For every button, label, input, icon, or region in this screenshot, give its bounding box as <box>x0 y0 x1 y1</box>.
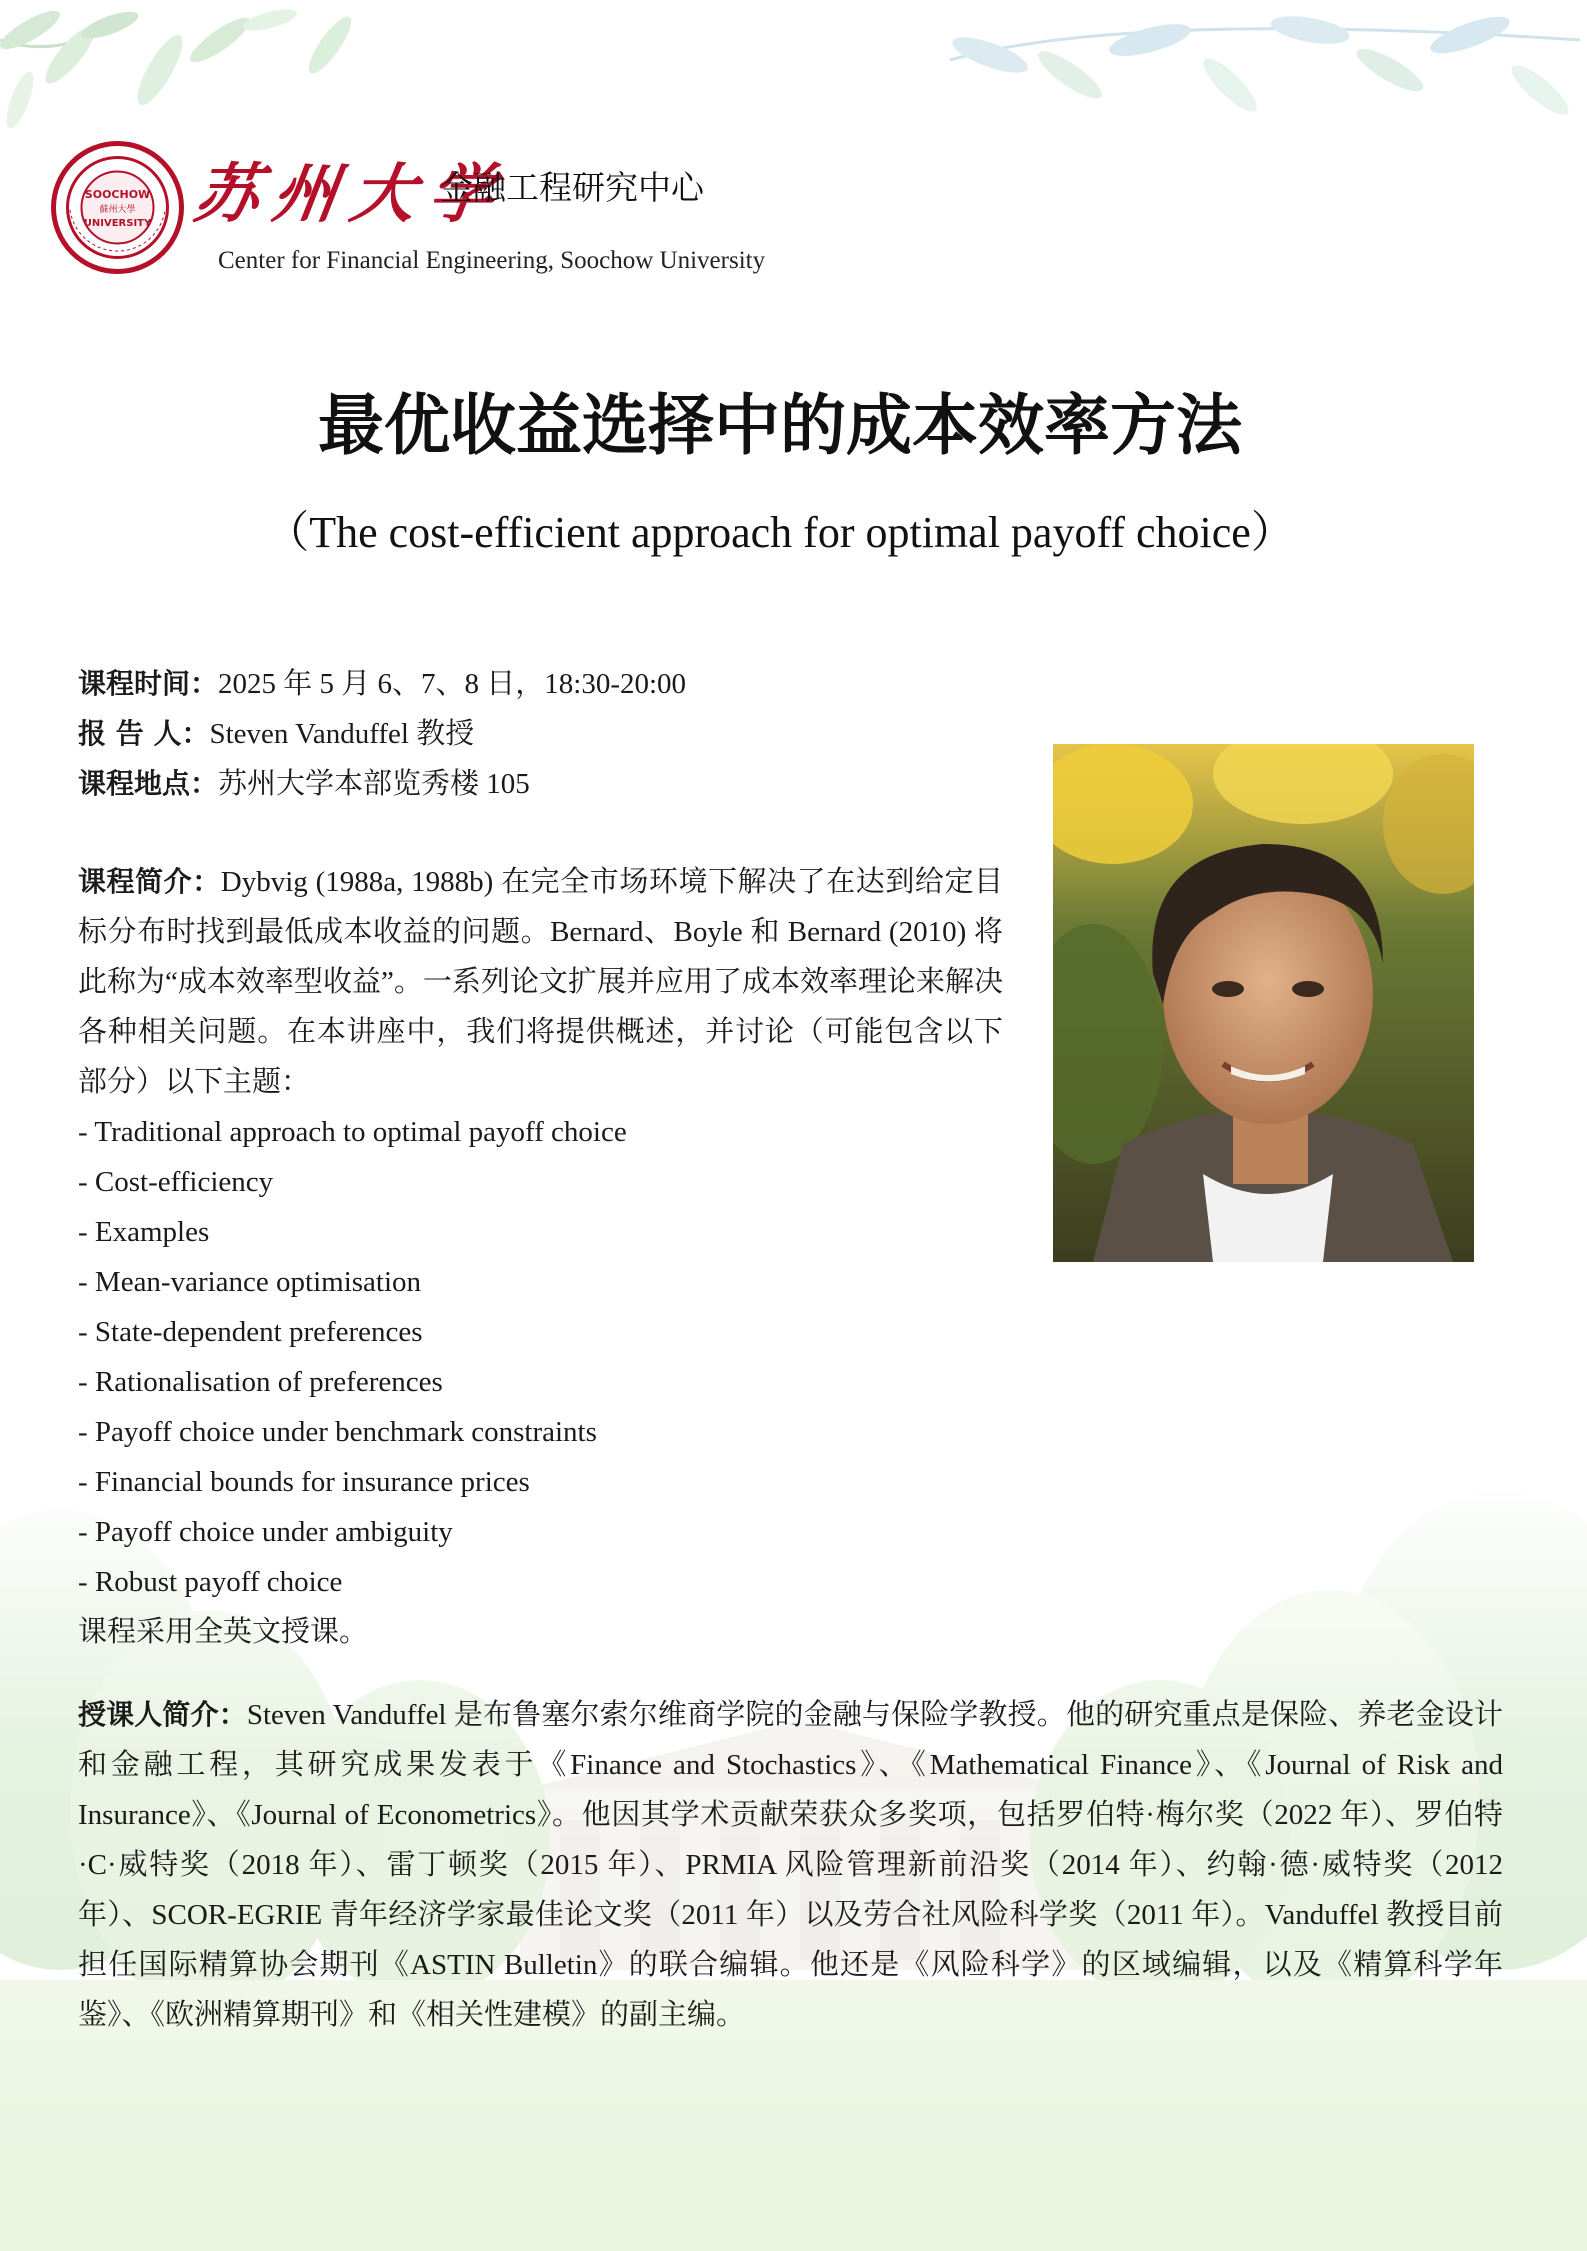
intro-label: 课程简介： <box>78 865 221 898</box>
page-subtitle: （The cost-efficient approach for optimal payoff choice） <box>265 508 1295 557</box>
university-seal-logo <box>50 140 185 275</box>
leaves-decoration-right <box>930 0 1587 150</box>
intro-paragraph <box>78 857 1003 1107</box>
venue-label: 课程地点： <box>78 767 219 800</box>
speaker-label: 报 告 人： <box>78 717 210 750</box>
list-item: - Rationalisation of preferences <box>78 1366 443 1398</box>
list-item: - State-dependent preferences <box>78 1316 423 1348</box>
list-item: - Robust payoff choice <box>78 1566 343 1598</box>
center-name-chinese: 金融工程研究中心 <box>440 168 704 207</box>
venue-row <box>78 759 978 809</box>
bio-paragraph <box>78 1690 1503 2040</box>
intro-text: Dybvig (1988a, 1988b) 在完全市场环境下解决了在达到给定目标分布时找到最低成本收益的问题。Bernard、Boyle 和 Bernard (2010) 将此称为“成本效率型收益”。一系列论文扩展并应用了成本效率理论来解决各种相关问题。在本讲座中，我们将提供概述，并讨论（可能包含以下部分）以下主题： <box>78 866 1003 1098</box>
list-item: - Mean-variance optimisation <box>78 1266 422 1298</box>
speaker-value: Steven Vanduffel 教授 <box>209 718 475 750</box>
speaker-row <box>78 709 978 759</box>
page-title: 最优收益选择中的成本效率方法 <box>318 387 1242 464</box>
language-note: 课程采用全英文授课。 <box>78 1616 369 1648</box>
course-time-value: 2025 年 5 月 6、7、8 日，18:30-20:00 <box>218 668 687 700</box>
svg-text:SOOCHOW: SOOCHOW <box>84 188 151 201</box>
course-introduction <box>78 857 1003 1657</box>
list-item: - Traditional approach to optimal payoff choice <box>78 1116 627 1148</box>
leaves-decoration-left <box>0 0 520 150</box>
speaker-photo <box>1053 744 1474 1262</box>
list-item: - Examples <box>78 1216 210 1248</box>
course-time-row <box>78 659 978 709</box>
venue-value: 苏州大学本部览秀楼 105 <box>218 768 530 800</box>
bio-text: Steven Vanduffel 是布鲁塞尔索尔维商学院的金融与保险学教授。他的研究重点是保险、养老金设计和金融工程，其研究成果发表于《Finance and Stochastics》、《Mathematical Finance》、《Journal of Risk and Insurance》、《Journal of Econometrics》。他因其学术贡献荣获众多奖项，包括罗伯特·梅尔奖（2022 年）、罗伯特·C·威特奖（2018 年）、雷丁顿奖（2015 年）、PRMIA 风险管理新前沿奖（2014 年）、约翰·德·威特奖（2012 年）、SCOR-EGRIE 青年经济学家最佳论文奖（2011 年）以及劳合社风险科学奖（2011 年）。Vanduffel 教授目前担任国际精算协会期刊《ASTIN Bulletin》的联合编辑。他还是《风险科学》的区域编辑，以及《精算科学年鉴》、《欧洲精算期刊》和《相关性建模》的副主编。 <box>78 1699 1503 2031</box>
list-item: - Cost-efficiency <box>78 1166 274 1198</box>
speaker-biography <box>78 1690 1503 2040</box>
course-time-label: 课程时间： <box>78 667 219 700</box>
topic-list <box>78 1107 1003 1607</box>
svg-text:蘇州大學: 蘇州大學 <box>99 205 136 215</box>
course-info <box>78 659 978 809</box>
header <box>50 140 950 280</box>
center-name-english: Center for Financial Engineering, Soochow University <box>218 247 766 274</box>
list-item: - Payoff choice under benchmark constraints <box>78 1416 597 1448</box>
bio-label: 授课人简介： <box>78 1698 247 1731</box>
university-name-calligraphy: 苏州大学 <box>189 157 513 232</box>
list-item: - Payoff choice under ambiguity <box>78 1516 453 1548</box>
list-item: - Financial bounds for insurance prices <box>78 1466 530 1498</box>
svg-text:UNIVERSITY: UNIVERSITY <box>83 218 152 229</box>
